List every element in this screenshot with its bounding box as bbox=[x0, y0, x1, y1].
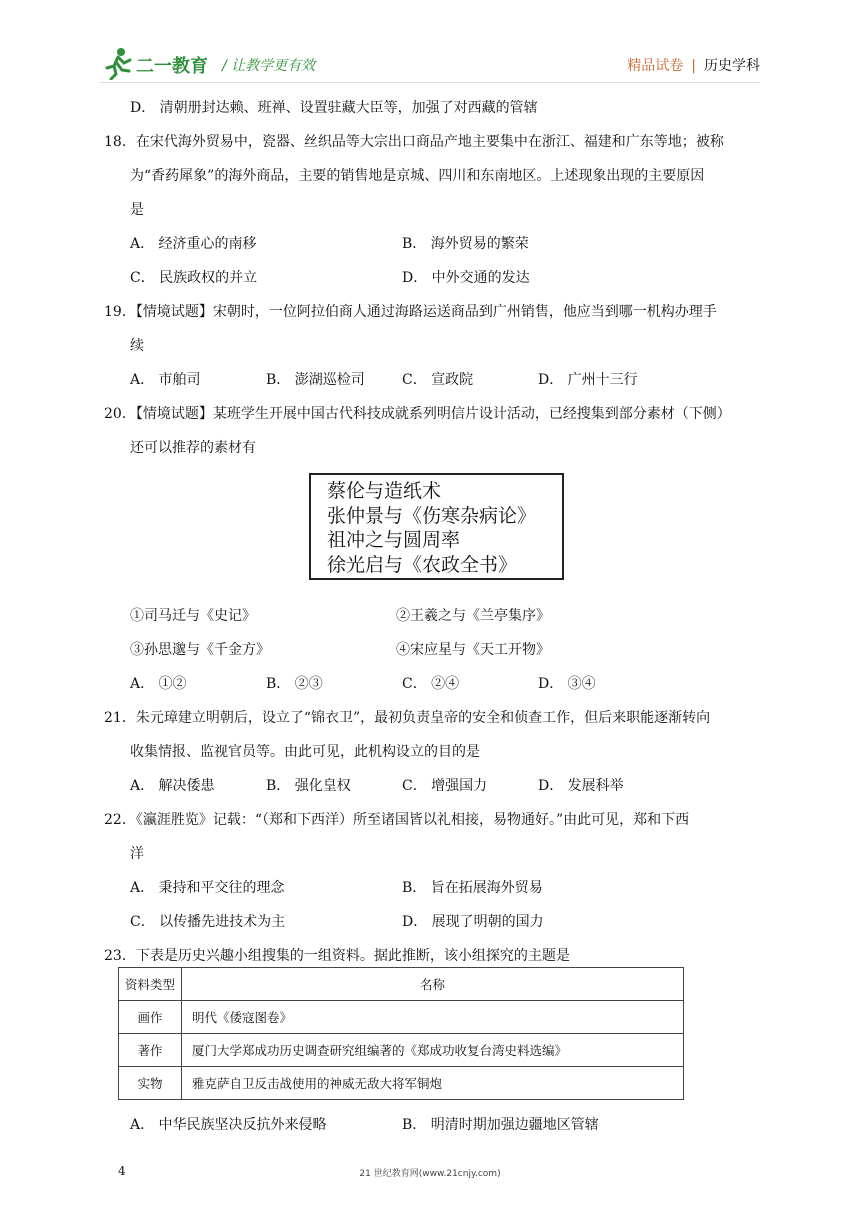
q18-line-2: 为“香药犀象”的海外商品，主要的销售地是京城、四川和东南地区。上述现象出现的主要原因 bbox=[130, 168, 705, 184]
q20-box-item: 徐光启与《农政全书》 bbox=[327, 553, 518, 576]
footer-source: 21 世纪教育网(www.21cnjy.com) bbox=[359, 1169, 501, 1179]
table-cell: 画作 bbox=[119, 1001, 182, 1034]
q19-option-b: B． 澎湖巡检司 bbox=[266, 372, 365, 388]
table-row bbox=[119, 1067, 684, 1100]
q23-resource-table bbox=[118, 967, 684, 1100]
q23-option-a: A． 中华民族坚决反抗外来侵略 bbox=[130, 1117, 327, 1133]
q22-line-1: 22．《瀛涯胜览》记载：“（郑和下西洋）所至诸国皆以礼相接，易物通好。”由此可见，郑和下西 bbox=[104, 812, 690, 828]
table-row bbox=[119, 1034, 684, 1067]
q22-option-d: D． 展现了明朝的国力 bbox=[402, 914, 544, 930]
header-subject: 历史学科 bbox=[704, 58, 760, 74]
q20-line-2: 还可以推荐的素材有 bbox=[130, 440, 256, 456]
q23-line-1: 23．下表是历史兴趣小组搜集的一组资料。据此推断，该小组探究的主题是 bbox=[104, 948, 570, 964]
table-header-row bbox=[119, 968, 684, 1001]
table-cell: 著作 bbox=[119, 1034, 182, 1067]
header-badge: 精品试卷 bbox=[627, 58, 684, 74]
q20-material-box bbox=[309, 473, 564, 580]
q18-option-c: C． 民族政权的并立 bbox=[130, 270, 258, 286]
q18-option-a: A． 经济重心的南移 bbox=[130, 236, 257, 252]
q22-line-2: 洋 bbox=[130, 846, 144, 862]
q20-choice-3: ③孙思邈与《千金方》 bbox=[130, 642, 270, 658]
q20-choice-1: ①司马迁与《史记》 bbox=[130, 608, 256, 624]
table-cell: 明代《倭寇图卷》 bbox=[182, 1001, 684, 1034]
q21-line-1: 21．朱元璋建立明朝后，设立了“锦衣卫”，最初负责皇帝的安全和侦查工作，但后来职能逐渐转向 bbox=[104, 710, 711, 726]
header-divider: | bbox=[691, 58, 696, 74]
q20-box-item: 蔡伦与造纸术 bbox=[327, 480, 442, 502]
q21-option-a: A． 解决倭患 bbox=[130, 778, 215, 794]
table-cell: 实物 bbox=[119, 1067, 182, 1100]
page-number: 4 bbox=[118, 1164, 126, 1178]
table-cell: 厦门大学郑成功历史调查研究组编著的《郑成功收复台湾史料选编》 bbox=[182, 1034, 684, 1067]
q19-line-2: 续 bbox=[130, 338, 144, 354]
header-right bbox=[627, 55, 760, 75]
q20-option-b: B． ②③ bbox=[266, 676, 323, 692]
running-man-icon bbox=[104, 46, 134, 80]
q22-option-c: C． 以传播先进技术为主 bbox=[130, 914, 286, 930]
q19-option-a: A． 市舶司 bbox=[130, 372, 201, 388]
q23-option-b: B． 明清时期加强边疆地区管辖 bbox=[402, 1117, 599, 1133]
q19-option-d: D． 广州十三行 bbox=[538, 372, 638, 388]
q22-option-a: A． 秉持和平交往的理念 bbox=[130, 880, 285, 896]
logo-text: 二一教育 bbox=[136, 56, 208, 77]
table-header-cell: 名称 bbox=[182, 968, 684, 1001]
q21-option-d: D． 发展科举 bbox=[538, 778, 624, 794]
table-cell: 雅克萨自卫反击战使用的神威无敌大将军铜炮 bbox=[182, 1067, 684, 1100]
q20-line-1: 20．【情境试题】某班学生开展中国古代科技成就系列明信片设计活动，已经搜集到部分素材（下侧） bbox=[104, 406, 731, 422]
q20-option-c: C． ②④ bbox=[402, 676, 460, 692]
logo bbox=[104, 46, 222, 82]
q20-option-d: D． ③④ bbox=[538, 676, 596, 692]
q20-box-item: 张仲景与《伤寒杂病论》 bbox=[327, 504, 537, 527]
q20-choice-4: ④宋应星与《天工开物》 bbox=[396, 642, 550, 658]
table-row bbox=[119, 1001, 684, 1034]
q19-line-1: 19．【情境试题】宋朝时，一位阿拉伯商人通过海路运送商品到广州销售，他应当到哪一机构办理手 bbox=[104, 304, 717, 320]
q21-option-c: C． 增强国力 bbox=[402, 778, 488, 794]
header-rule bbox=[100, 82, 760, 83]
q20-choice-2: ②王羲之与《兰亭集序》 bbox=[396, 608, 550, 624]
q21-line-2: 收集情报、监视官员等。由此可见，此机构设立的目的是 bbox=[130, 744, 480, 760]
q19-option-c: C． 宣政院 bbox=[402, 372, 474, 388]
q21-option-b: B． 强化皇权 bbox=[266, 778, 351, 794]
slogan: / 让教学更有效 bbox=[222, 58, 316, 74]
table-header-cell: 资料类型 bbox=[119, 968, 182, 1001]
q18-line-1: 18．在宋代海外贸易中，瓷器、丝织品等大宗出口商品产地主要集中在浙江、福建和广东等地；被称 bbox=[104, 134, 724, 150]
q18-option-b: B． 海外贸易的繁荣 bbox=[402, 236, 529, 252]
q18-line-3: 是 bbox=[130, 202, 144, 218]
q20-option-a: A． ①② bbox=[130, 676, 187, 692]
q20-box-item: 祖冲之与圆周率 bbox=[327, 529, 461, 551]
q22-option-b: B． 旨在拓展海外贸易 bbox=[402, 880, 543, 896]
q17-option-d: D． 清朝册封达赖、班禅、设置驻藏大臣等，加强了对西藏的管辖 bbox=[130, 100, 538, 116]
q18-option-d: D． 中外交通的发达 bbox=[402, 270, 530, 286]
